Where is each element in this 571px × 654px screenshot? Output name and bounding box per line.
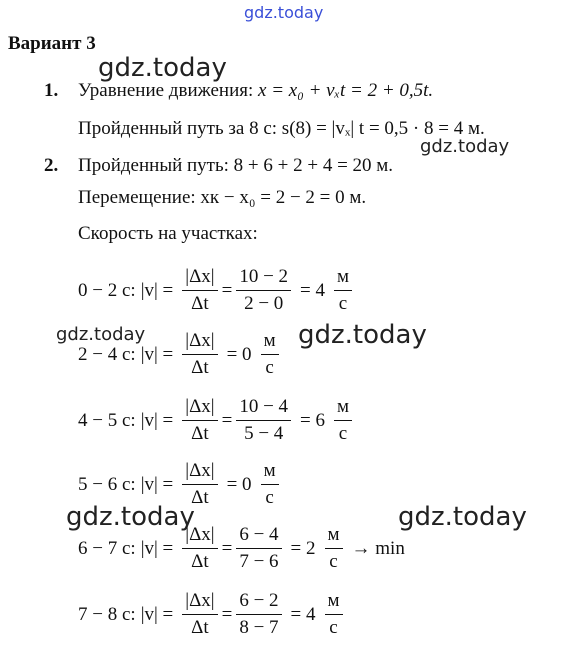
segment-result: = 0 xyxy=(226,473,252,495)
watermark-top: gdz.today xyxy=(244,3,324,22)
path-label: Пройденный путь за 8 с: xyxy=(78,118,278,139)
segment-row: 0 − 2 с: |v| = $\frac{|\Delta x|}{\Delta t}$ = $\frac{10 - 2}{2 - 0}$ = 4 $\frac{м}{с}$ xyxy=(78,266,356,315)
task-2-path: Пройденный путь: 8 + 6 + 2 + 4 = 20 м. xyxy=(78,155,394,176)
speed-symbol: |v| = xyxy=(140,409,174,431)
speed-symbol: |v| = xyxy=(140,603,174,625)
segment-interval: 2 − 4 с: xyxy=(78,343,136,365)
value-fraction: $\frac{10 - 2}{2 - 0}$ xyxy=(236,266,291,315)
unit-fraction: $\frac{м}{с}$ xyxy=(334,266,352,315)
unit-fraction: $\frac{м}{с}$ xyxy=(261,460,279,509)
watermark: gdz.today xyxy=(98,53,227,83)
watermark: gdz.today xyxy=(298,320,427,350)
delta-fraction: $\frac{|\Delta x|}{\Delta t}$ xyxy=(182,524,217,573)
segment-result: = 2 xyxy=(290,537,316,559)
segment-row: 6 − 7 с: |v| = $\frac{|\Delta x|}{\Delta t}$ = $\frac{6 - 4}{7 - 6}$ = 2 $\frac{м}{с}$ → min xyxy=(78,524,405,572)
unit-fraction: $\frac{м}{с}$ xyxy=(325,524,343,573)
delta-fraction: $\frac{|\Delta x|}{\Delta t}$ xyxy=(182,266,217,315)
segment-interval: 5 − 6 с: xyxy=(78,473,136,495)
unit-fraction: $\frac{м}{с}$ xyxy=(334,396,352,445)
segment-row: 4 − 5 с: |v| = $\frac{|\Delta x|}{\Delta t}$ = $\frac{10 - 4}{5 - 4}$ = 6 $\frac{м}{с}$ xyxy=(78,396,356,445)
speed-symbol: |v| = xyxy=(140,537,174,559)
segment-result: = 4 xyxy=(300,279,325,301)
delta-fraction: $\frac{|\Delta x|}{\Delta t}$ xyxy=(182,330,217,379)
value-fraction: $\frac{6 - 4}{7 - 6}$ xyxy=(236,524,281,573)
segment-row xyxy=(78,330,283,379)
unit-fraction: $\frac{м}{с}$ xyxy=(325,590,343,639)
task-1-equation xyxy=(78,80,433,102)
task-2-number: 2. xyxy=(44,155,59,176)
delta-fraction: $\frac{|\Delta x|}{\Delta t}$ xyxy=(182,460,217,509)
unit-fraction: $\frac{м}{с}$ xyxy=(261,330,279,379)
segment-row: 7 − 8 с: |v| = $\frac{|\Delta x|}{\Delta t}$ = $\frac{6 - 2}{8 - 7}$ = 4 $\frac{м}{с}$ xyxy=(78,590,347,639)
equation-formula: x = x₀ + vₓt = 2 + 0,5t. xyxy=(258,80,434,101)
watermark: gdz.today xyxy=(398,502,527,532)
segment-interval: 7 − 8 с: xyxy=(78,603,136,625)
task-2-displacement: Перемещение: xк − x₀ = 2 − 2 = 0 м. xyxy=(78,187,367,208)
watermark: gdz.today xyxy=(56,324,146,345)
delta-fraction: $\frac{|\Delta x|}{\Delta t}$ xyxy=(182,590,217,639)
segment-interval: 4 − 5 с: xyxy=(78,409,136,431)
value-fraction: $\frac{10 - 4}{5 - 4}$ xyxy=(236,396,291,445)
speed-symbol: |v| = xyxy=(140,279,174,301)
segment-result: = 4 xyxy=(290,603,316,625)
speed-symbol: |v| = xyxy=(140,473,174,495)
delta-fraction: $\frac{|\Delta x|}{\Delta t}$ xyxy=(182,396,217,445)
segment-row xyxy=(78,460,283,509)
segment-result: = 6 xyxy=(300,409,325,431)
watermark: gdz.today xyxy=(66,502,195,532)
segment-interval: 6 − 7 с: xyxy=(78,537,136,559)
task-1-path xyxy=(78,118,485,140)
task-1-number: 1. xyxy=(44,80,59,101)
path-formula: s(8) = |vₓ| t = 0,5 · 8 = 4 м. xyxy=(281,118,485,139)
equation-label: Уравнение движения: xyxy=(78,80,254,101)
task-2-speeds-label: Скорость на участках: xyxy=(78,223,258,244)
segment-result: = 0 xyxy=(226,343,252,365)
segment-interval: 0 − 2 с: xyxy=(78,279,136,301)
variant-heading: Вариант 3 xyxy=(8,33,96,54)
min-note: → min xyxy=(351,537,405,559)
value-fraction: $\frac{6 - 2}{8 - 7}$ xyxy=(236,590,281,639)
speed-symbol: |v| = xyxy=(140,343,174,365)
watermark: gdz.today xyxy=(420,136,510,157)
